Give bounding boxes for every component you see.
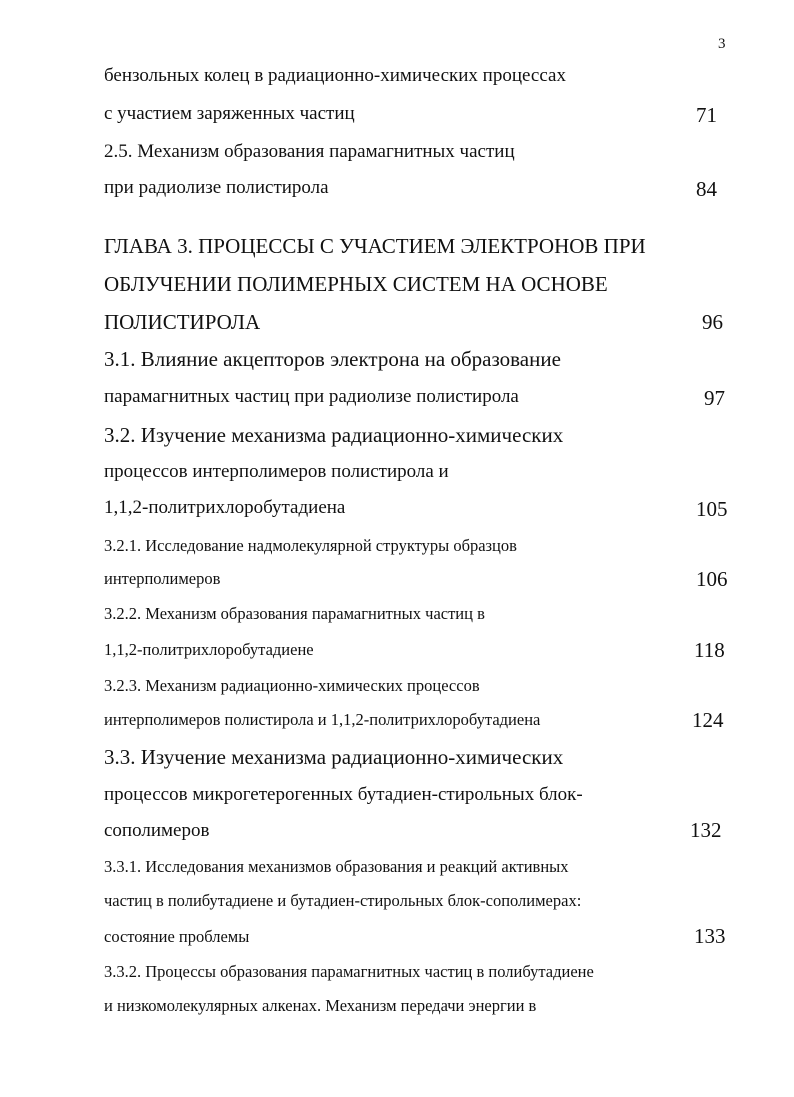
toc-line: 1,1,2-политрихлоробутадиена — [104, 497, 346, 518]
toc-line: 3.2. Изучение механизма радиационно-химических — [104, 423, 564, 447]
toc-line: процессов микрогетерогенных бутадиен-стирольных блок- — [104, 784, 583, 805]
toc-line: 3.3. Изучение механизма радиационно-химических — [104, 745, 564, 769]
page-number: 3 — [718, 36, 726, 52]
toc-line: бензольных колец в радиационно-химических процессах — [104, 65, 566, 86]
toc-line: 3.2.2. Механизм образования парамагнитных частиц в — [104, 604, 485, 623]
toc-line: интерполимеров полистирола и 1,1,2-политрихлоробутадиена — [104, 710, 541, 729]
toc-line: 2.5. Механизм образования парамагнитных частиц — [104, 141, 515, 162]
toc-line: и низкомолекулярных алкенах. Механизм передачи энергии в — [104, 996, 537, 1015]
toc-line: интерполимеров — [104, 569, 221, 588]
toc-page-number: 124 — [692, 708, 724, 732]
toc-line: частиц в полибутадиене и бутадиен-стирольных блок-сополимерах: — [104, 891, 582, 910]
toc-page-number: 71 — [696, 103, 717, 127]
toc-page-number: 118 — [694, 638, 725, 662]
chapter-heading-line: ПОЛИСТИРОЛА — [104, 310, 261, 334]
toc-line: с участием заряженных частиц — [104, 103, 355, 124]
toc-page-number: 84 — [696, 177, 717, 201]
toc-line: 3.3.2. Процессы образования парамагнитных частиц в полибутадиене — [104, 962, 594, 981]
toc-line: при радиолизе полистирола — [104, 177, 329, 198]
chapter-heading-line: ОБЛУЧЕНИИ ПОЛИМЕРНЫХ СИСТЕМ НА ОСНОВЕ — [104, 272, 608, 296]
toc-line: парамагнитных частиц при радиолизе полистирола — [104, 386, 519, 407]
toc-line: состояние проблемы — [104, 927, 250, 946]
chapter-heading-line: ГЛАВА 3. ПРОЦЕССЫ С УЧАСТИЕМ ЭЛЕКТРОНОВ ПРИ — [104, 234, 646, 258]
toc-page-number: 96 — [702, 310, 723, 334]
toc-page-number: 106 — [696, 567, 728, 591]
toc-page-number: 133 — [694, 924, 726, 948]
toc-page-number: 97 — [704, 386, 725, 410]
toc-line: 1,1,2-политрихлоробутадиене — [104, 640, 314, 659]
toc-line: процессов интерполимеров полистирола и — [104, 461, 449, 482]
toc-line: сополимеров — [104, 820, 210, 841]
toc-line: 3.2.3. Механизм радиационно-химических процессов — [104, 676, 480, 695]
toc-page-number: 105 — [696, 497, 728, 521]
toc-line: 3.2.1. Исследование надмолекулярной структуры образцов — [104, 536, 517, 555]
toc-line: 3.3.1. Исследования механизмов образования и реакций активных — [104, 857, 569, 876]
toc-line: 3.1. Влияние акцепторов электрона на образование — [104, 347, 561, 371]
toc-page-number: 132 — [690, 818, 722, 842]
